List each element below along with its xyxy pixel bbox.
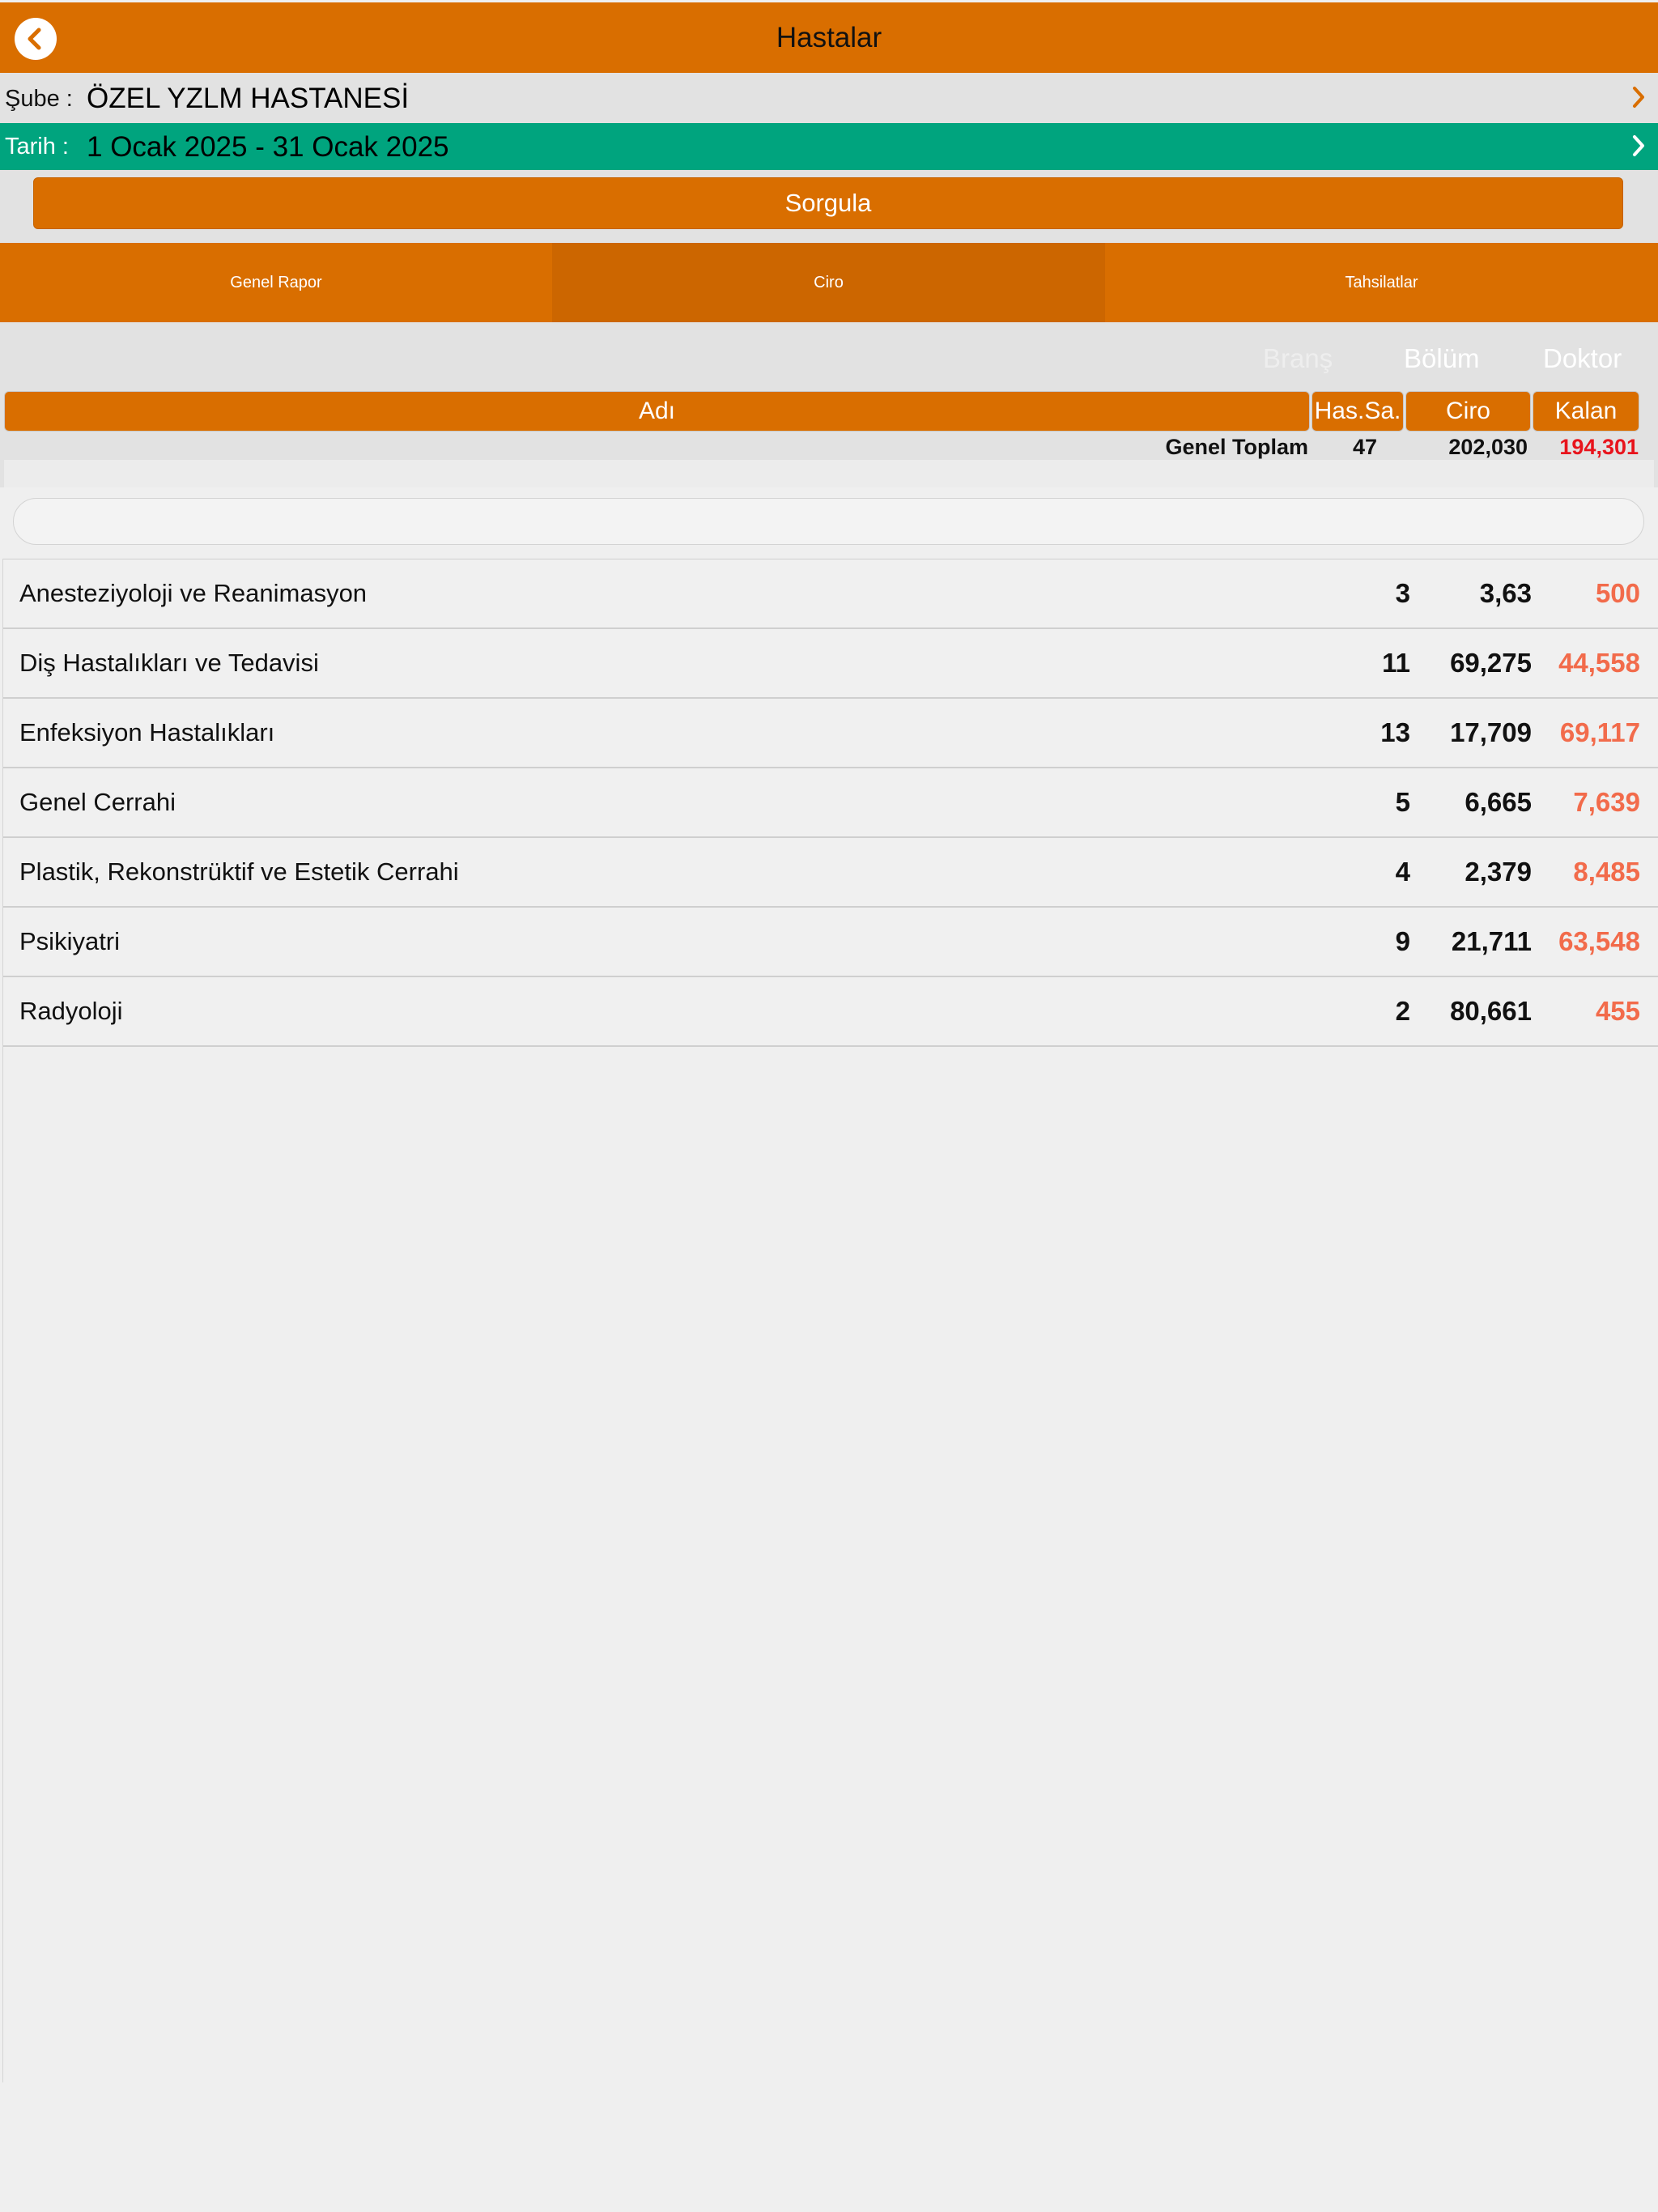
row-count: 9 <box>1395 926 1410 956</box>
row-ciro: 3,63 <box>1479 578 1532 608</box>
row-name: Psikiyatri <box>19 927 121 955</box>
table-row[interactable] <box>3 699 1658 768</box>
row-name: Diş Hastalıkları ve Tedavisi <box>19 649 319 677</box>
row-kalan: 63,548 <box>1558 926 1640 956</box>
totals-kalan: 194,301 <box>1559 435 1639 459</box>
separator-strip <box>4 460 1654 487</box>
table-row[interactable] <box>3 838 1658 908</box>
column-header-count[interactable]: Has.Sa. <box>1312 391 1404 432</box>
nav-bar <box>0 2 1658 73</box>
row-count: 13 <box>1380 717 1410 747</box>
row-name: Genel Cerrahi <box>19 788 176 816</box>
row-name: Anesteziyoloji ve Reanimasyon <box>19 579 368 607</box>
tab-genel-rapor[interactable]: Genel Rapor <box>230 274 322 291</box>
row-kalan: 500 <box>1595 578 1640 608</box>
date-label: Tarih : <box>5 134 69 160</box>
segment-brans[interactable]: Branş <box>1263 343 1333 373</box>
table-row[interactable] <box>3 629 1658 699</box>
chevron-right-icon <box>1630 133 1647 159</box>
tab-ciro[interactable]: Ciro <box>552 243 1105 322</box>
branch-label: Şube : <box>5 86 73 112</box>
date-range-selector[interactable] <box>0 123 1658 170</box>
tab-tahsilatlar[interactable]: Tahsilatlar <box>1345 274 1418 291</box>
column-header-ciro[interactable]: Ciro <box>1405 391 1531 432</box>
row-count: 11 <box>1382 648 1410 678</box>
row-name: Enfeksiyon Hastalıkları <box>19 718 275 747</box>
table-row[interactable] <box>3 768 1658 838</box>
page-title: Hastalar <box>776 22 882 53</box>
table-row[interactable] <box>3 908 1658 977</box>
segment-bolum[interactable]: Bölüm <box>1404 343 1480 373</box>
table-row[interactable] <box>3 977 1658 1047</box>
date-value: 1 Ocak 2025 - 31 Ocak 2025 <box>87 131 449 163</box>
chevron-right-icon <box>1630 84 1647 110</box>
row-ciro: 69,275 <box>1450 648 1532 678</box>
search-input[interactable] <box>14 499 1643 544</box>
row-kalan: 7,639 <box>1573 787 1640 817</box>
report-tabs <box>0 243 1658 322</box>
query-button[interactable]: Sorgula <box>33 177 1623 229</box>
row-kalan: 455 <box>1595 996 1640 1026</box>
row-count: 5 <box>1395 787 1410 817</box>
branch-selector[interactable] <box>0 73 1658 123</box>
row-name: Radyoloji <box>19 997 123 1025</box>
row-ciro: 2,379 <box>1465 857 1532 887</box>
segment-doktor[interactable]: Doktor <box>1543 343 1622 373</box>
search-bar <box>13 498 1644 545</box>
row-ciro: 6,665 <box>1465 787 1532 817</box>
row-name: Plastik, Rekonstrüktif ve Estetik Cerrahi <box>19 857 459 886</box>
totals-label: Genel Toplam <box>1165 435 1308 459</box>
row-ciro: 80,661 <box>1450 996 1532 1026</box>
totals-ciro: 202,030 <box>1448 435 1528 459</box>
table-row[interactable] <box>3 559 1658 629</box>
row-kalan: 69,117 <box>1559 717 1640 747</box>
row-ciro: 21,711 <box>1451 926 1532 956</box>
column-header-name[interactable]: Adı <box>4 391 1310 432</box>
totals-count: 47 <box>1352 435 1378 459</box>
row-ciro: 17,709 <box>1450 717 1532 747</box>
branch-value: ÖZEL YZLM HASTANESİ <box>87 83 410 114</box>
row-count: 3 <box>1395 578 1410 608</box>
row-kalan: 8,485 <box>1573 857 1640 887</box>
row-count: 4 <box>1395 857 1410 887</box>
column-header-kalan[interactable]: Kalan <box>1533 391 1639 432</box>
row-count: 2 <box>1395 996 1410 1026</box>
row-kalan: 44,558 <box>1558 648 1640 678</box>
